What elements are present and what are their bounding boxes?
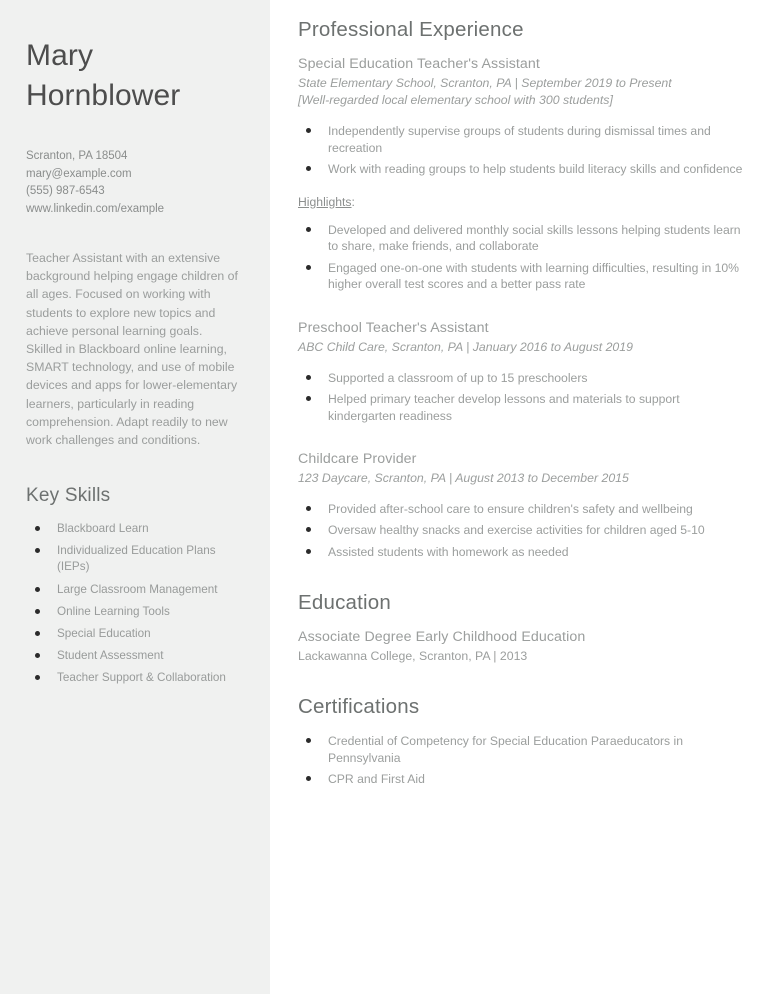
job-meta: State Elementary School, Scranton, PA | September 2019 to Present — [298, 76, 672, 90]
job-title: Childcare Provider — [298, 451, 417, 468]
list-item: Assisted students with homework as needed — [298, 544, 744, 561]
highlights-label-text: Highlights — [298, 194, 352, 209]
list-item: Large Classroom Management — [26, 582, 244, 598]
professional-summary: Teacher Assistant with an extensive background helping engage children of all ages. Focused on working with students to explore new topics and achieve personal learning goals. Skilled in Blackboard online learning, SMART technology, and use of mobile devices and apps for lower-elementary learners, particularly in reading comprehension. Adapt readily to new work challenges and conditions. — [26, 251, 238, 447]
highlights-label — [298, 195, 744, 209]
experience-entry — [298, 56, 744, 293]
certifications-heading: Certifications — [298, 694, 420, 718]
list-item: Developed and delivered monthly social skills lessons helping students learn to share, make friends, and collaborate — [298, 222, 744, 255]
key-skills-heading: Key Skills — [26, 485, 111, 507]
list-item: Engaged one-on-one with students with learning difficulties, resulting in 10% higher overall test scores and a better pass rate — [298, 260, 744, 293]
school-meta: Lackawanna College, Scranton, PA | 2013 — [298, 648, 528, 663]
job-bullets — [298, 370, 744, 425]
certifications-list — [298, 733, 744, 788]
contact-website: www.linkedin.com/example — [26, 203, 165, 216]
contact-info-block — [26, 148, 244, 219]
list-item: Work with reading groups to help students build literacy skills and confidence — [298, 161, 744, 178]
contact-email: mary@example.com — [26, 167, 132, 180]
job-highlight-bullets — [298, 222, 744, 293]
job-title: Special Education Teacher's Assistant — [298, 56, 540, 72]
list-item: Individualized Education Plans (IEPs) — [26, 543, 244, 575]
education-heading: Education — [298, 590, 391, 614]
candidate-name: Mary Hornblower — [26, 39, 181, 112]
main-content — [270, 0, 768, 994]
section-spacer — [298, 429, 744, 451]
list-item: Special Education — [26, 626, 244, 642]
list-item: Student Assessment — [26, 648, 244, 664]
list-item: Online Learning Tools — [26, 604, 244, 620]
list-item: CPR and First Aid — [298, 771, 744, 788]
section-spacer — [298, 298, 744, 320]
list-item: Independently supervise groups of students during dismissal times and recreation — [298, 123, 744, 156]
education-entry — [298, 629, 744, 665]
job-title: Preschool Teacher's Assistant — [298, 320, 489, 337]
list-item: Helped primary teacher develop lessons and materials to support kindergarten readiness — [298, 391, 744, 424]
highlights-label-colon: : — [351, 194, 355, 209]
degree-title: Associate Degree Early Childhood Education — [298, 628, 586, 645]
list-item: Supported a classroom of up to 15 preschoolers — [298, 370, 744, 387]
key-skills-list — [26, 521, 244, 686]
experience-entry — [298, 451, 744, 560]
job-bullets — [298, 123, 744, 178]
job-note: [Well-regarded local elementary school with 300 students] — [298, 93, 613, 108]
contact-address: Scranton, PA 18504 — [26, 149, 128, 162]
sidebar — [0, 0, 270, 994]
list-item: Provided after-school care to ensure children's safety and wellbeing — [298, 501, 744, 518]
experience-entry — [298, 320, 744, 424]
list-item: Credential of Competency for Special Education Paraeducators in Pennsylvania — [298, 733, 744, 766]
job-meta: 123 Daycare, Scranton, PA | August 2013 to December 2015 — [298, 471, 629, 486]
list-item: Teacher Support & Collaboration — [26, 670, 244, 686]
contact-phone: (555) 987-6543 — [26, 185, 105, 198]
job-bullets — [298, 501, 744, 561]
list-item: Blackboard Learn — [26, 521, 244, 537]
job-meta: ABC Child Care, Scranton, PA | January 2016 to August 2019 — [298, 340, 633, 355]
list-item: Oversaw healthy snacks and exercise activities for children aged 5-10 — [298, 522, 744, 539]
professional-experience-heading: Professional Experience — [298, 18, 524, 41]
